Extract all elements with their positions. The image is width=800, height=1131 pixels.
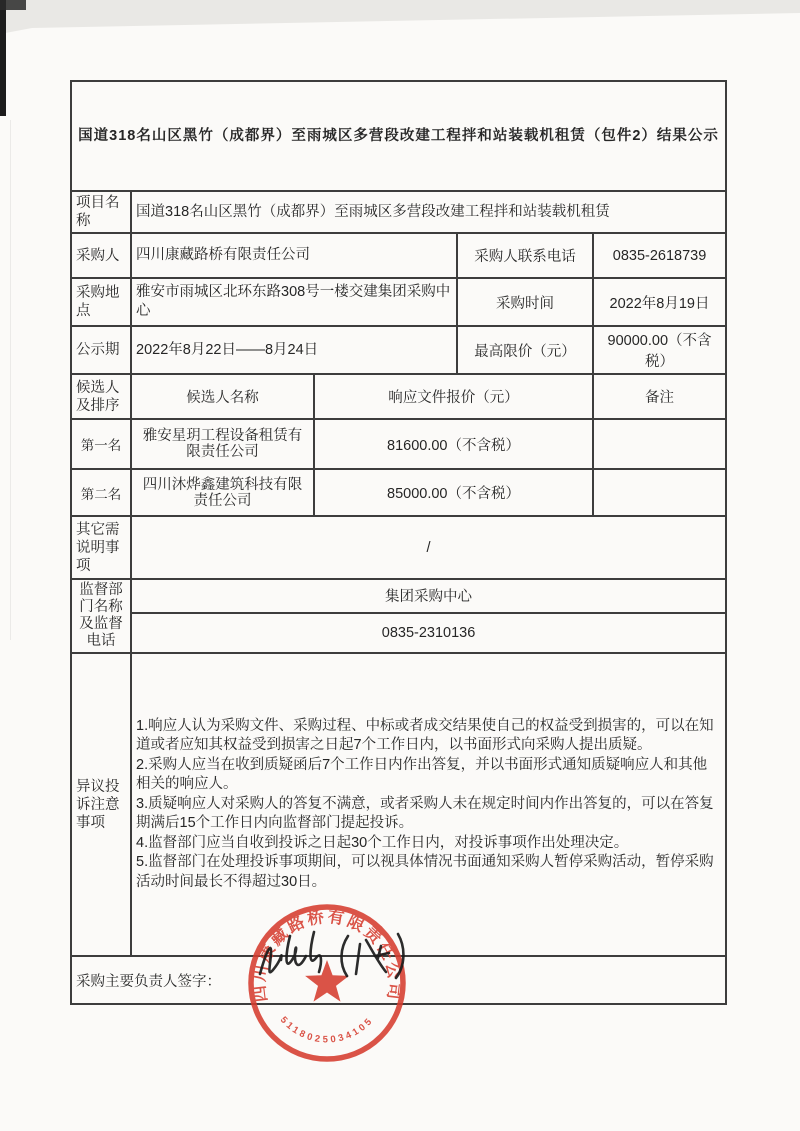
purchase-time-value: 2022年8月19日 (593, 278, 726, 326)
purchase-time-label: 采购时间 (457, 278, 593, 326)
project-name-label: 项目名称 (71, 191, 131, 233)
candidate-1-rank: 第一名 (71, 419, 131, 469)
publicity-period-value: 2022年8月22日——8月24日 (131, 326, 457, 374)
supervision-label: 监督部门名称及监督电话 (71, 579, 131, 653)
purchaser-value: 四川康藏路桥有限责任公司 (131, 233, 457, 278)
document-title: 国道318名山区黑竹（成都界）至雨城区多营段改建工程拌和站装载机租赁（包件2）结果公示 (71, 81, 726, 191)
candidate-2-remark (593, 469, 726, 516)
project-name-value: 国道318名山区黑竹（成都界）至雨城区多营段改建工程拌和站装载机租赁 (131, 191, 726, 233)
other-notes-label: 其它需说明事项 (71, 516, 131, 579)
candidate-name-header: 候选人名称 (131, 374, 314, 419)
paper-crease (10, 120, 11, 640)
objection-item-3: 3.质疑响应人对采购人的答复不满意，或者采购人未在规定时间内作出答复的，可以在答复期满后15个工作日内向监督部门提起投诉。 (136, 795, 714, 832)
candidate-1-remark (593, 419, 726, 469)
scan-edge-artifact (0, 0, 6, 116)
purchaser-phone-value: 0835-2618739 (593, 233, 726, 278)
candidate-2-name: 四川沐烨鑫建筑科技有限责任公司 (131, 469, 314, 516)
supervision-phone: 0835-2310136 (131, 613, 726, 653)
objection-text (131, 653, 726, 956)
candidate-1-quote: 81600.00（不含税） (314, 419, 593, 469)
candidate-1-name: 雅安星玥工程设备租赁有限责任公司 (131, 419, 314, 469)
candidate-2-rank: 第二名 (71, 469, 131, 516)
max-price-label: 最高限价（元） (457, 326, 593, 374)
scan-corner-artifact (0, 0, 26, 10)
signature-row (71, 956, 726, 1004)
candidate-row-2 (71, 469, 726, 516)
publicity-period-label: 公示期 (71, 326, 131, 374)
objection-item-5: 5.监督部门在处理投诉事项期间，可以视具体情况书面通知采购人暂停采购活动，暂停采购活动时间最长不得超过30日。 (136, 854, 714, 890)
objection-item-2: 2.采购人应当在收到质疑函后7个工作日内作出答复，并以书面形式通知质疑响应人和其他相关的响应人。 (136, 756, 708, 793)
objection-item-1: 1.响应人认为采购文件、采购过程、中标或者成交结果使自己的权益受到损害的，可以在知道或者应知其权益受到损害之日起7个工作日内，以书面形式向采购人提出质疑。 (136, 717, 714, 754)
location-value: 雅安市雨城区北环东路308号一楼交建集团采购中心 (131, 278, 457, 326)
candidate-2-quote: 85000.00（不含税） (314, 469, 593, 516)
candidates-label: 候选人及排序 (71, 374, 131, 419)
candidate-row-1 (71, 419, 726, 469)
seal-company-text: 四川康藏路桥有限责任公司 (250, 907, 404, 1003)
purchaser-label: 采购人 (71, 233, 131, 278)
signature-label: 采购主要负责人签字： (76, 973, 221, 990)
objection-label: 异议投诉注意事项 (71, 653, 131, 956)
max-price-value: 90000.00（不含税） (593, 326, 726, 374)
other-notes-value: / (131, 516, 726, 579)
objection-item-4: 4.监督部门应当自收到投诉之日起30个工作日内，对投诉事项作出处理决定。 (136, 834, 629, 851)
candidate-remark-header: 备注 (593, 374, 726, 419)
candidate-quote-header: 响应文件报价（元） (314, 374, 593, 419)
location-label: 采购地点 (71, 278, 131, 326)
supervision-department: 集团采购中心 (131, 579, 726, 613)
purchaser-phone-label: 采购人联系电话 (457, 233, 593, 278)
seal-number-text: 5118025034105 (277, 1014, 377, 1046)
notice-table (70, 80, 727, 1005)
